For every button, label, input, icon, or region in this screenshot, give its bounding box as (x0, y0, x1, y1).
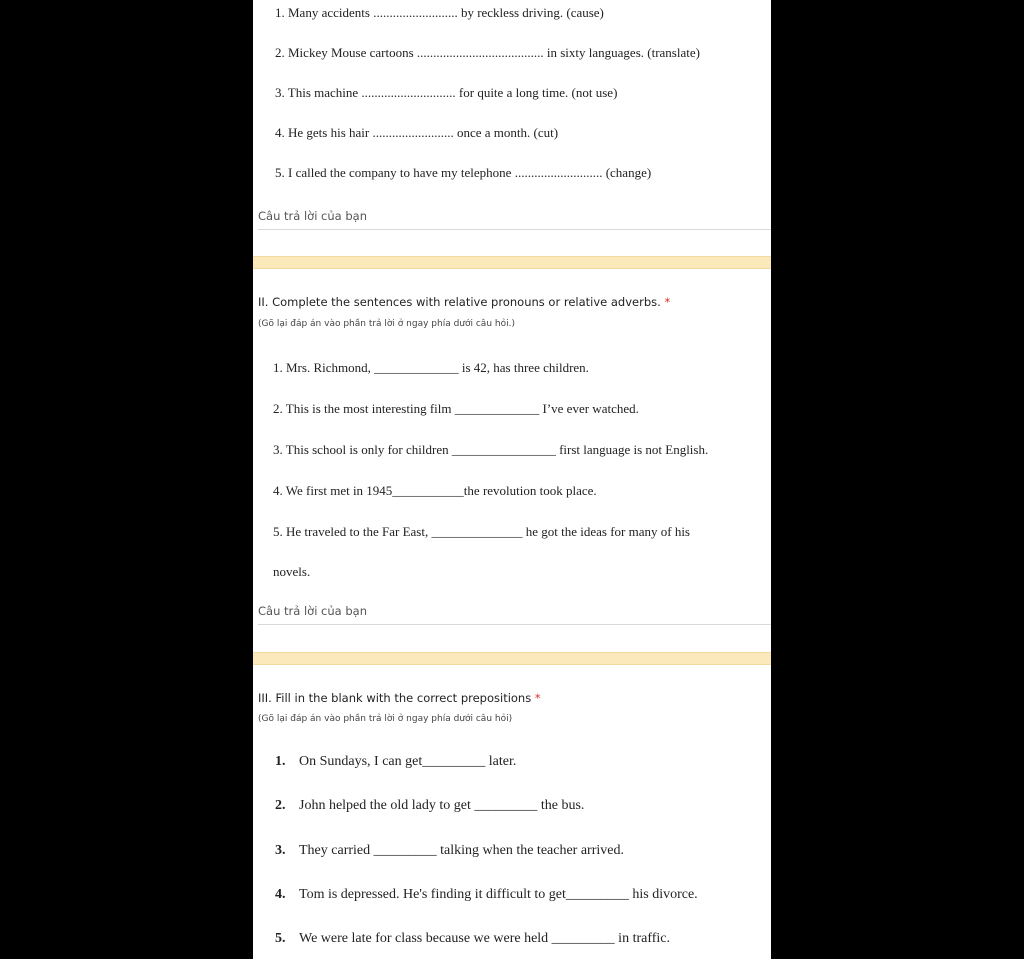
section-separator-1 (253, 256, 771, 269)
item-text: On Sundays, I can get_________ later. (299, 754, 517, 769)
question-3-item-3 (275, 843, 624, 859)
question-1-item-2: 2. Mickey Mouse cartoons ....................................... in sixty languages. (translate) (275, 45, 700, 60)
question-1-item-5: 5. I called the company to have my telephone ........................... (change) (275, 165, 652, 180)
question-2-item-5: 5. He traveled to the Far East, ______________ he got the ideas for many of his (273, 524, 690, 539)
question-2-item-4: 4. We first met in 1945___________the revolution took place. (273, 483, 597, 498)
question-1-item-3: 3. This machine ............................. for quite a long time. (not use) (275, 85, 618, 100)
question-2-item-2: 2. This is the most interesting film _____________ I’ve ever watched. (273, 401, 639, 416)
section-2-title: II. Complete the sentences with relative pronouns or relative adverbs. * (258, 295, 671, 309)
item-text: John helped the old lady to get _________ the bus. (299, 798, 585, 813)
item-number: 1. (275, 754, 286, 769)
question-3-item-1 (275, 754, 516, 770)
answer-input-2[interactable] (258, 624, 771, 625)
question-3-item-2 (275, 798, 584, 814)
section-3-title: III. Fill in the blank with the correct prepositions * (258, 691, 541, 705)
item-number: 3. (275, 843, 286, 858)
question-1-item-4: 4. He gets his hair ......................... once a month. (cut) (275, 125, 559, 140)
form-page (253, 0, 771, 959)
item-number: 4. (275, 887, 286, 902)
required-mark: * (664, 295, 671, 309)
question-2-item-1: 1. Mrs. Richmond, _____________ is 42, has three children. (273, 360, 589, 375)
answer-input-1[interactable] (258, 229, 771, 230)
required-mark: * (534, 691, 541, 705)
item-number: 2. (275, 798, 286, 813)
question-3-item-4 (275, 887, 698, 903)
answer-label-2: Câu trả lời của bạn (258, 604, 367, 618)
answer-label-1: Câu trả lời của bạn (258, 209, 367, 223)
section-2-subtitle: (Gõ lại đáp án vào phần trả lời ở ngay phía dưới câu hỏi.) (258, 319, 515, 329)
question-2-item-3: 3. This school is only for children ________________ first language is not English. (273, 442, 709, 457)
item-text: Tom is depressed. He's finding it difficult to get_________ his divorce. (299, 887, 698, 902)
section-separator-2 (253, 652, 771, 665)
question-1-item-1: 1. Many accidents .......................... by reckless driving. (cause) (275, 5, 604, 20)
question-3-item-5 (275, 931, 670, 947)
item-text: They carried _________ talking when the teacher arrived. (299, 843, 624, 858)
question-2-item-5-cont: novels. (273, 564, 311, 579)
item-number: 5. (275, 931, 286, 946)
item-text: We were late for class because we were held _________ in traffic. (299, 931, 671, 946)
section-3-subtitle: (Gõ lại đáp án vào phần trả lời ở ngay phía dưới câu hỏi) (258, 714, 513, 724)
